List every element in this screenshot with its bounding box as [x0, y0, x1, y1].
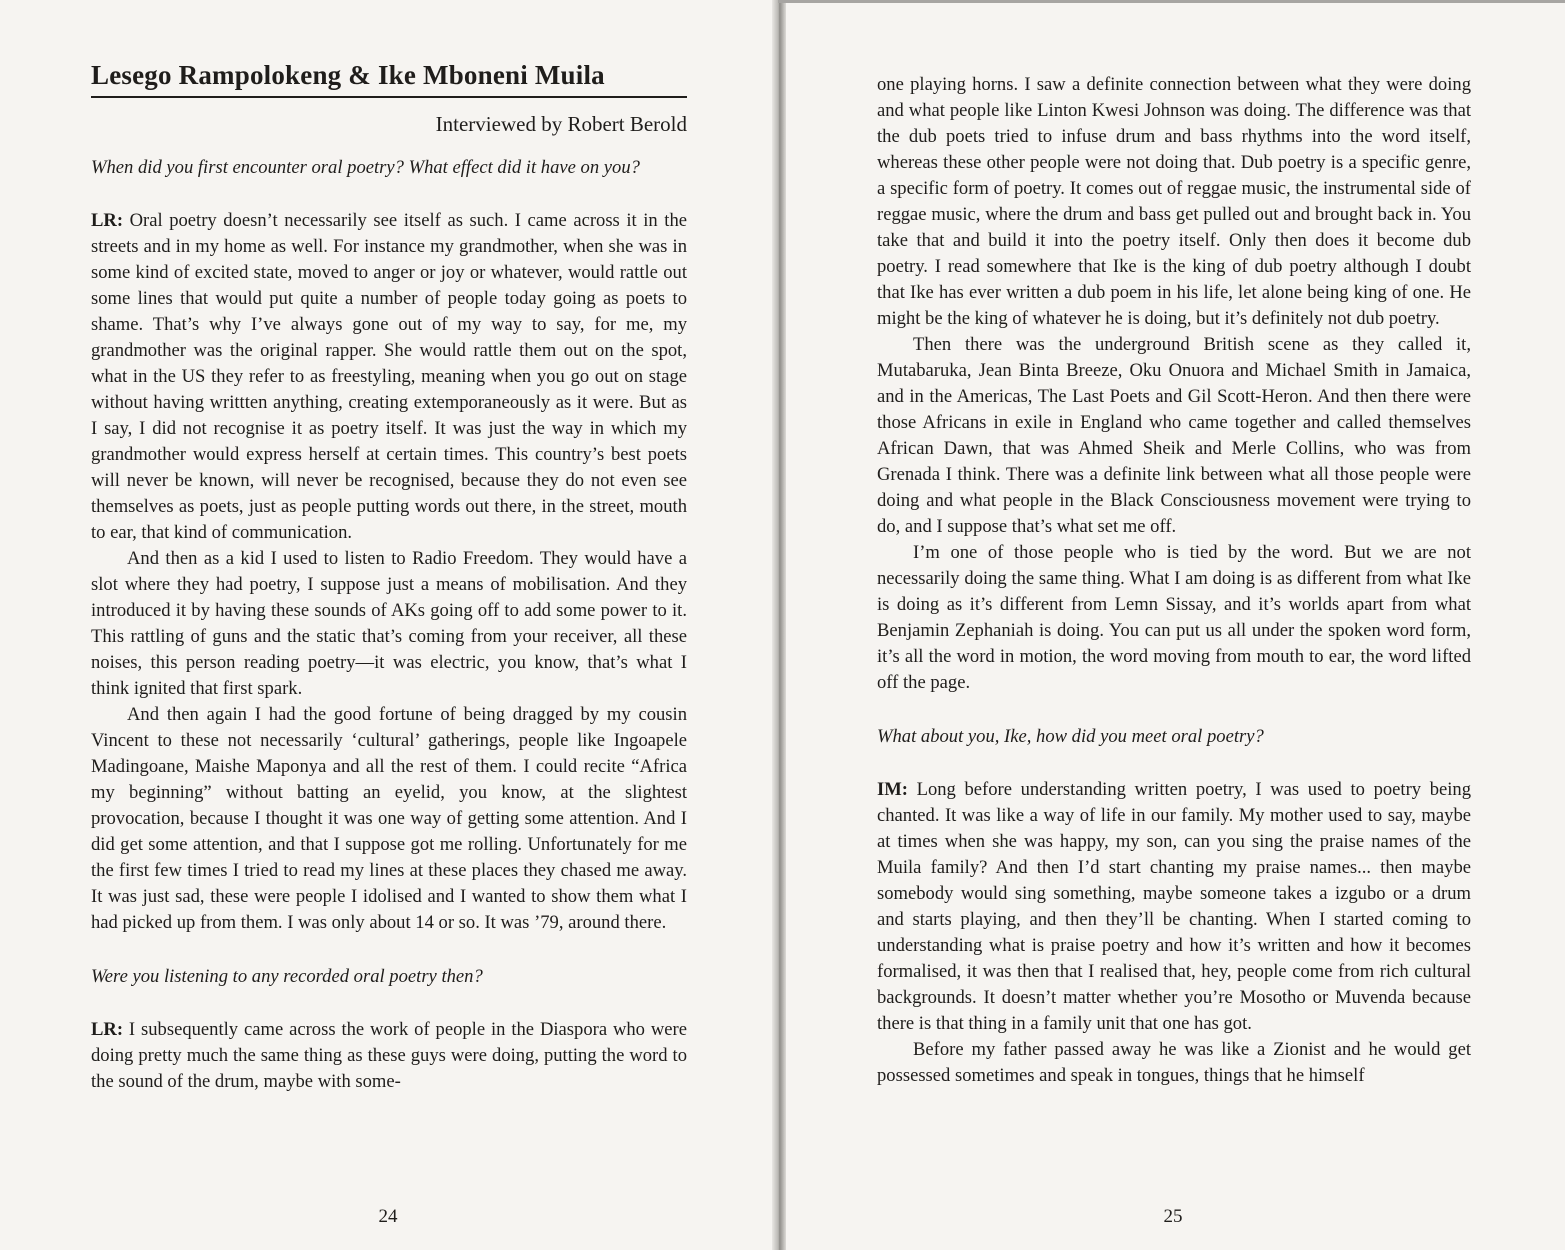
body-paragraph: I’m one of those people who is tied by the word. But we are not necessarily doing the same thing. What I am doing is as different from what Ike is doing as it’s different from Lemn Sissay, and it’s worlds apart from what Benjamin Zephaniah is doing. You can put us all under the spoken word form, it’s all the word in motion, the word moving from mouth to ear, the word lifted off the page.: [877, 542, 1471, 693]
answer-text: I subsequently came across the work of people in the Diaspora who were doing pretty much the same thing as these guys were doing, putting the word to the sound of the drum, maybe with some-: [91, 1019, 687, 1092]
speaker-label: LR:: [91, 1019, 124, 1040]
page-number-left: 24: [378, 1206, 398, 1227]
left-page-text: [91, 60, 687, 1095]
interview-question: What about you, Ike, how did you meet oral poetry?: [877, 726, 1264, 747]
answer-text: Long before understanding written poetry, I was used to poetry being chanted. It was like a way of life in our family. My mother used to say, maybe at times when she was happy, my son, can you sing the praise names of the Muila family? And then I’d start chanting my praise names... then maybe somebody would sing something, maybe someone takes a izgubo or a drum and starts playing, and then they’ll be chanting. When I started coming to understanding what is praise poetry and how it’s written and how it becomes formalised, it was then that I realised that, hey, people come from rich cultural backgrounds. It doesn’t matter whether you’re Mosotho or Muvenda because there is that thing in a family unit that one has got.: [877, 779, 1471, 1034]
body-paragraph: And then again I had the good fortune of being dragged by my cousin Vincent to these not necessarily ‘cultural’ gatherings, people like Ingoapele Madingoane, Maishe Maponya and all the rest of them. I could recite “Africa my beginning” without batting an eyelid, you know, at the slightest provocation, because I thought it was one way of getting some attention. And I did get some attention, and that I suppose got me rolling. Unfortunately for me the first few times I tried to read my lines at these places they chased me away. It was just sad, these were people I idolised and I wanted to show them what I had picked up from them. I was only about 14 or so. It was ’79, around there.: [91, 704, 687, 933]
byline: Interviewed by Robert Berold: [435, 112, 687, 136]
body-paragraph: Before my father passed away he was like a Zionist and he would get possessed sometimes and speak in tongues, things that he himself: [877, 1039, 1471, 1086]
answer-paragraph: [877, 777, 1471, 1037]
speaker-label: LR:: [91, 210, 124, 231]
article-title: Lesego Rampolokeng & Ike Mboneni Muila: [91, 60, 687, 98]
speaker-label: IM:: [877, 779, 908, 800]
answer-paragraph: [91, 1017, 687, 1095]
page-top-edge: [778, 0, 1565, 3]
book-gutter: [772, 0, 786, 1250]
body-paragraph: Then there was the underground British scene as they called it, Mutabaruka, Jean Binta Breeze, Oku Onuora and Michael Smith in Jamaica, and in the Americas, The Last Poets and Gil Scott-Heron. And then there were those Africans in exile in England who came together and called themselves African Dawn, that was Ahmed Sheik and Merle Collins, who was from Grenada I think. There was a definite link between what all those people were doing and what people in the Black Consciousness movement were trying to do, and I suppose that’s what set me off.: [877, 334, 1471, 537]
body-paragraph: And then as a kid I used to listen to Radio Freedom. They would have a slot where they had poetry, I suppose just a means of mobilisation. And they introduced it by having these sounds of AKs going off to add some power to it. This rattling of guns and the static that’s coming from your receiver, all these noises, this person reading poetry—it was electric, you know, that’s what I think ignited that first spark.: [91, 548, 687, 699]
answer-text: Oral poetry doesn’t necessarily see itself as such. I came across it in the streets and in my home as well. For instance my grandmother, when she was in some kind of excited state, moved to anger or joy or whatever, would rattle out some lines that would put quite a number of people today going as poets to shame. That’s why I’ve always gone out of my way to say, for me, my grandmother was the original rapper. She would rattle them out on the spot, what in the US they refer to as freestyling, meaning when you go out on stage without having writtten anything, creating extemporaneously as it were. But as I say, I did not recognise it as poetry itself. It was just the way in which my grandmother would express herself at certain times. This country’s best poets will never be known, will never be recognised, because they do not even see themselves as poets, just as people putting words out there, in the street, mouth to ear, that kind of communication.: [91, 210, 687, 543]
answer-paragraph: [91, 208, 687, 546]
body-paragraph: one playing horns. I saw a definite connection between what they were doing and what people like Linton Kwesi Johnson was doing. The difference was that the dub poets tried to infuse drum and bass rhythms into the word itself, whereas these other people were not doing that. Dub poetry is a specific genre, a specific form of poetry. It comes out of reggae music, the instrumental side of reggae music, where the drum and bass get pulled out and brought back in. You take that and build it into the poetry itself. Only then does it become dub poetry. I read somewhere that Ike is the king of dub poetry although I doubt that Ike has ever written a dub poem in his life, let alone being king of one. He might be the king of whatever he is doing, but it’s definitely not dub poetry.: [877, 74, 1471, 329]
interview-question: Were you listening to any recorded oral poetry then?: [91, 966, 483, 987]
right-page-text: [877, 72, 1471, 1089]
page-number-right: 25: [1163, 1206, 1183, 1227]
interview-question: When did you first encounter oral poetry? What effect did it have on you?: [91, 157, 640, 178]
